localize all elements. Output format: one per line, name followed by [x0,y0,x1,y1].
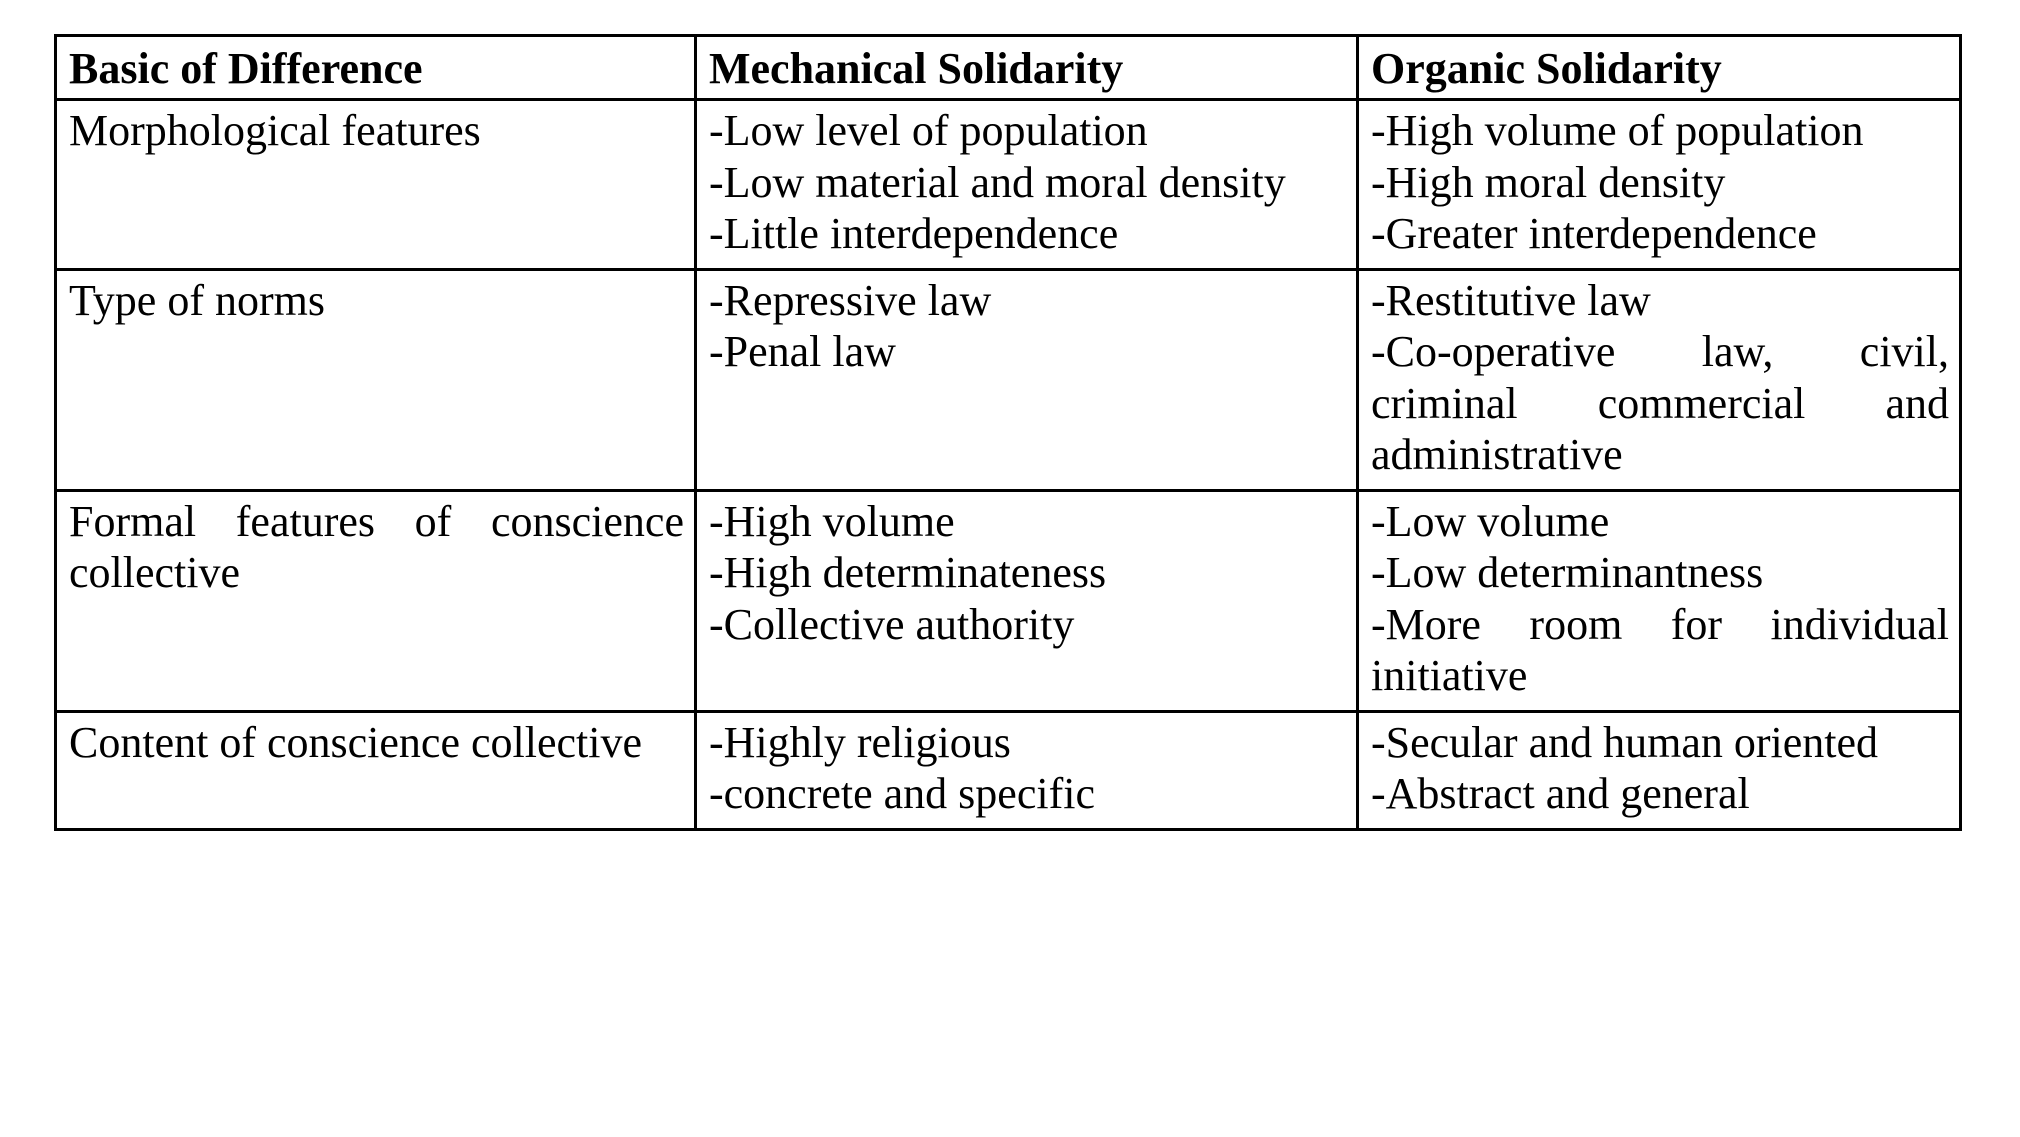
cell-line: -Secular and human oriented [1371,717,1879,767]
cell-line: -High moral density [1371,157,1726,207]
cell-mechanical [696,490,1358,711]
cell-line: -Highly religious [709,717,1011,767]
cell-line: -Low material and moral density [709,157,1286,207]
cell-line: -High volume of population [1371,106,1864,156]
cell-organic [1358,100,1961,269]
cell-mechanical [696,100,1358,269]
column-header-organic: Organic Solidarity [1358,36,1961,100]
cell-line: -concrete and specific [709,769,1095,819]
cell-line: -Low level of population [709,106,1148,156]
cell-organic [1358,711,1961,829]
cell-basis [56,269,696,490]
table-header-row [56,36,1961,100]
cell-line: -Little interdependence [709,209,1119,259]
cell-line: -Restitutive law [1371,275,1651,325]
cell-line: -Low volume [1371,496,1610,546]
cell-line: Type of norms [69,275,325,325]
cell-line: -Penal law [709,327,896,377]
cell-line: -Repressive law [709,275,992,325]
cell-line: -Low determinantness [1371,548,1764,598]
cell-line: -More room for individual initiative [1371,599,1949,701]
cell-line: Formal features of conscience collective [69,496,684,598]
table-row [56,269,1961,490]
cell-line: -Co-operative law, civil, criminal commercial and administrative [1371,327,1949,480]
cell-line: -High volume [709,496,955,546]
cell-organic [1358,269,1961,490]
table-header [56,36,1961,100]
cell-organic [1358,490,1961,711]
cell-line: Morphological features [69,106,481,156]
cell-line: Content of conscience collective [69,717,642,767]
cell-mechanical [696,711,1358,829]
table-row [56,711,1961,829]
cell-basis [56,711,696,829]
column-header-basis: Basic of Difference [56,36,696,100]
cell-mechanical [696,269,1358,490]
table-body [56,100,1961,829]
cell-line: -Greater interdependence [1371,209,1817,259]
table-row [56,100,1961,269]
cell-line: -Abstract and general [1371,769,1750,819]
table-row [56,490,1961,711]
cell-line: -High determinateness [709,548,1107,598]
column-header-mechanical: Mechanical Solidarity [696,36,1358,100]
cell-basis [56,100,696,269]
cell-line: -Collective authority [709,599,1075,649]
cell-basis [56,490,696,711]
comparison-table [54,34,1962,831]
